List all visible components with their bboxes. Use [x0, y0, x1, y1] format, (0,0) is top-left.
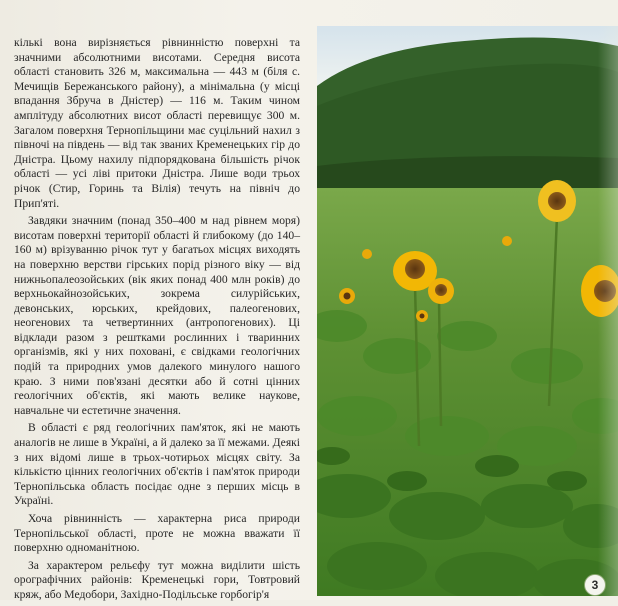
page-edge [598, 26, 618, 596]
page-number-badge: 3 [584, 574, 606, 596]
paragraph-4: Хоча рівнинність — характерна риса природи Тернопільської області, проте не можна вважати її поверхню одноманітною. [14, 512, 300, 555]
article-text [14, 36, 300, 606]
paragraph-3: В області є ряд геологічних пам'яток, які не мають аналогів не лише в Україні, а й далеко за її межами. Деякі з них відомі лише в трьох-чотирьох місцях світу. За кількістю цінних геологічних об'єктів і пам'яток природи Тернопільська область посідає одне з перших місць в Україні. [14, 421, 300, 508]
sunflower-field-photo [317, 26, 618, 596]
paragraph-5: За характером рельєфу тут можна виділити шість орографічних районів: Кременецькі гори, Товтровий кряж, або Медобори, Західно-Подільське горбогір'я [14, 558, 300, 601]
paragraph-1: кількі вона вирізняється рівнинністю поверхні та значними абсолютними висотами. Середня висота області становить 326 м, максимальна — 443 м (біля с. Мечищів Бережанського району), а мінімальна (у місці впадання Збруча в Дністер) — 116 м. Таким чином амплітуду абсолютних висот області перевищує 300 м. Загалом поверхня Тернопільщини має суцільний нахил з півночі на південь — від так званих Кременецьких гір до Дністра. Цьому нахилу підпорядкована більшість річок області — усі ліві притоки Дністра. Лише води трьох річок (Стир, Горинь та Вілія) течуть на північ до Прип'яті. [14, 36, 300, 210]
paragraph-2: Завдяки значним (понад 350–400 м над рівнем моря) висотам поверхні території області й глибокому (до 140–160 м) врізуванню річок тут у багатьох місцях виходять на поверхню верстви гірських порід різного віку — від нижньопалеозойських (вік яких понад 400 млн років) до верхньокайнозойських, зокрема силурійських, девонських, юрських, крейдових, палеогенових, неогенових та четвертинних (антропогенових). Ці відклади разом з рештками рослинних і тваринних організмів, які у них поховані, є свідками геологічних подій та природних умов далекого минулого нашого краю. З ними пов'язані десятки або й сотні цінних геологічних об'єктів, які мають велике наукове, навчальне чи естетичне значення. [14, 214, 300, 417]
